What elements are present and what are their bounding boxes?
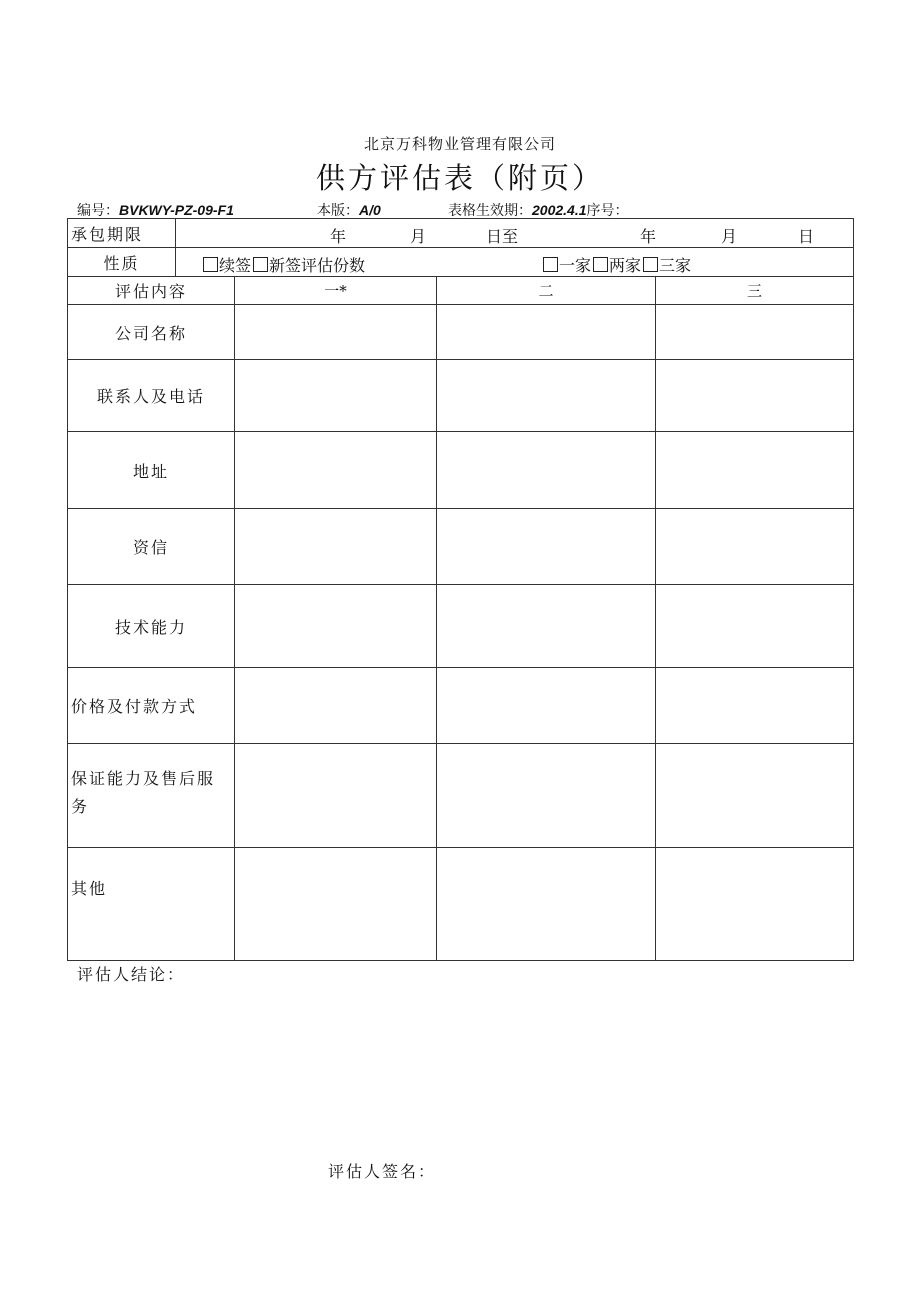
period-month-start: 月 bbox=[410, 227, 427, 246]
cell-credit-1[interactable] bbox=[235, 509, 437, 585]
form-version-label: 本版： bbox=[317, 203, 359, 219]
renew-option-label: 续签 bbox=[219, 256, 252, 275]
cell-address-1[interactable] bbox=[235, 432, 437, 509]
column-header-1: 一* bbox=[235, 277, 437, 305]
table-row bbox=[68, 668, 854, 744]
form-code-value: BVKWY-PZ-09-F1 bbox=[119, 202, 234, 218]
cell-price-2[interactable] bbox=[437, 668, 656, 744]
period-year-start: 年 bbox=[330, 227, 347, 246]
table-row bbox=[68, 848, 854, 961]
table-row bbox=[68, 432, 854, 509]
form-version-value: A/0 bbox=[359, 202, 381, 218]
row-label-service-line1: 保证能力及售后服 bbox=[71, 769, 216, 788]
table-row bbox=[68, 585, 854, 668]
cell-other-1[interactable] bbox=[235, 848, 437, 961]
evaluator-conclusion-label: 评估人结论： bbox=[77, 965, 186, 984]
column-header-3: 三 bbox=[656, 277, 854, 305]
effective-value: 2002.4.1 bbox=[532, 202, 587, 218]
cell-credit-3[interactable] bbox=[656, 509, 854, 585]
period-day-to: 日至 bbox=[486, 227, 519, 246]
one-supplier-label: 一家 bbox=[559, 256, 592, 275]
three-suppliers-checkbox[interactable] bbox=[643, 257, 658, 272]
new-option-label: 新签评估份数 bbox=[269, 256, 366, 275]
cell-other-2[interactable] bbox=[437, 848, 656, 961]
company-name: 北京万科物业管理有限公司 bbox=[363, 135, 556, 153]
row-label-credit: 资信 bbox=[68, 509, 235, 585]
table-header-row bbox=[68, 277, 854, 305]
cell-price-1[interactable] bbox=[235, 668, 437, 744]
effective-label: 表格生效期： bbox=[448, 203, 532, 219]
form-version bbox=[317, 200, 381, 220]
serial-label: 序号： bbox=[586, 203, 629, 219]
period-year-end: 年 bbox=[640, 227, 657, 246]
cell-other-3[interactable] bbox=[656, 848, 854, 961]
one-supplier-checkbox[interactable] bbox=[543, 257, 558, 272]
cell-service-2[interactable] bbox=[437, 744, 656, 848]
cell-service-1[interactable] bbox=[235, 744, 437, 848]
form-effective-date bbox=[448, 200, 629, 220]
row-label-address: 地址 bbox=[68, 432, 235, 509]
cell-service-3[interactable] bbox=[656, 744, 854, 848]
cell-contact-1[interactable] bbox=[235, 360, 437, 432]
form-code bbox=[77, 200, 234, 220]
new-checkbox[interactable] bbox=[253, 257, 268, 272]
table-row bbox=[68, 305, 854, 360]
two-suppliers-label: 两家 bbox=[609, 256, 642, 275]
row-label-service bbox=[68, 744, 235, 848]
contract-period-row bbox=[68, 219, 854, 248]
row-label-technical: 技术能力 bbox=[68, 585, 235, 668]
evaluator-signature-label: 评估人签名： bbox=[328, 1162, 437, 1181]
evaluation-content-header: 评估内容 bbox=[68, 277, 235, 305]
cell-address-3[interactable] bbox=[656, 432, 854, 509]
cell-company-name-2[interactable] bbox=[437, 305, 656, 360]
table-row bbox=[68, 744, 854, 848]
row-label-price: 价格及付款方式 bbox=[68, 668, 235, 744]
column-header-2: 二 bbox=[437, 277, 656, 305]
two-suppliers-checkbox[interactable] bbox=[593, 257, 608, 272]
table-row bbox=[68, 360, 854, 432]
nature-label: 性质 bbox=[68, 248, 176, 277]
cell-credit-2[interactable] bbox=[437, 509, 656, 585]
row-label-contact: 联系人及电话 bbox=[68, 360, 235, 432]
cell-technical-3[interactable] bbox=[656, 585, 854, 668]
row-label-other: 其他 bbox=[68, 848, 235, 961]
row-label-service-line2: 务 bbox=[71, 797, 90, 816]
cell-technical-2[interactable] bbox=[437, 585, 656, 668]
nature-field bbox=[176, 248, 854, 277]
cell-address-2[interactable] bbox=[437, 432, 656, 509]
period-month-end: 月 bbox=[721, 227, 738, 246]
contract-period-label: 承包期限 bbox=[68, 219, 176, 248]
cell-technical-1[interactable] bbox=[235, 585, 437, 668]
form-code-label: 编号： bbox=[77, 203, 119, 219]
cell-company-name-1[interactable] bbox=[235, 305, 437, 360]
contract-period-field[interactable] bbox=[176, 219, 854, 248]
table-row bbox=[68, 509, 854, 585]
renew-checkbox[interactable] bbox=[203, 257, 218, 272]
cell-company-name-3[interactable] bbox=[656, 305, 854, 360]
period-day-end: 日 bbox=[798, 227, 815, 246]
cell-contact-2[interactable] bbox=[437, 360, 656, 432]
cell-contact-3[interactable] bbox=[656, 360, 854, 432]
cell-price-3[interactable] bbox=[656, 668, 854, 744]
evaluation-table bbox=[67, 218, 854, 961]
row-label-company-name: 公司名称 bbox=[68, 305, 235, 360]
three-suppliers-label: 三家 bbox=[659, 256, 692, 275]
nature-row bbox=[68, 248, 854, 277]
form-title: 供方评估表（附页） bbox=[315, 161, 604, 195]
